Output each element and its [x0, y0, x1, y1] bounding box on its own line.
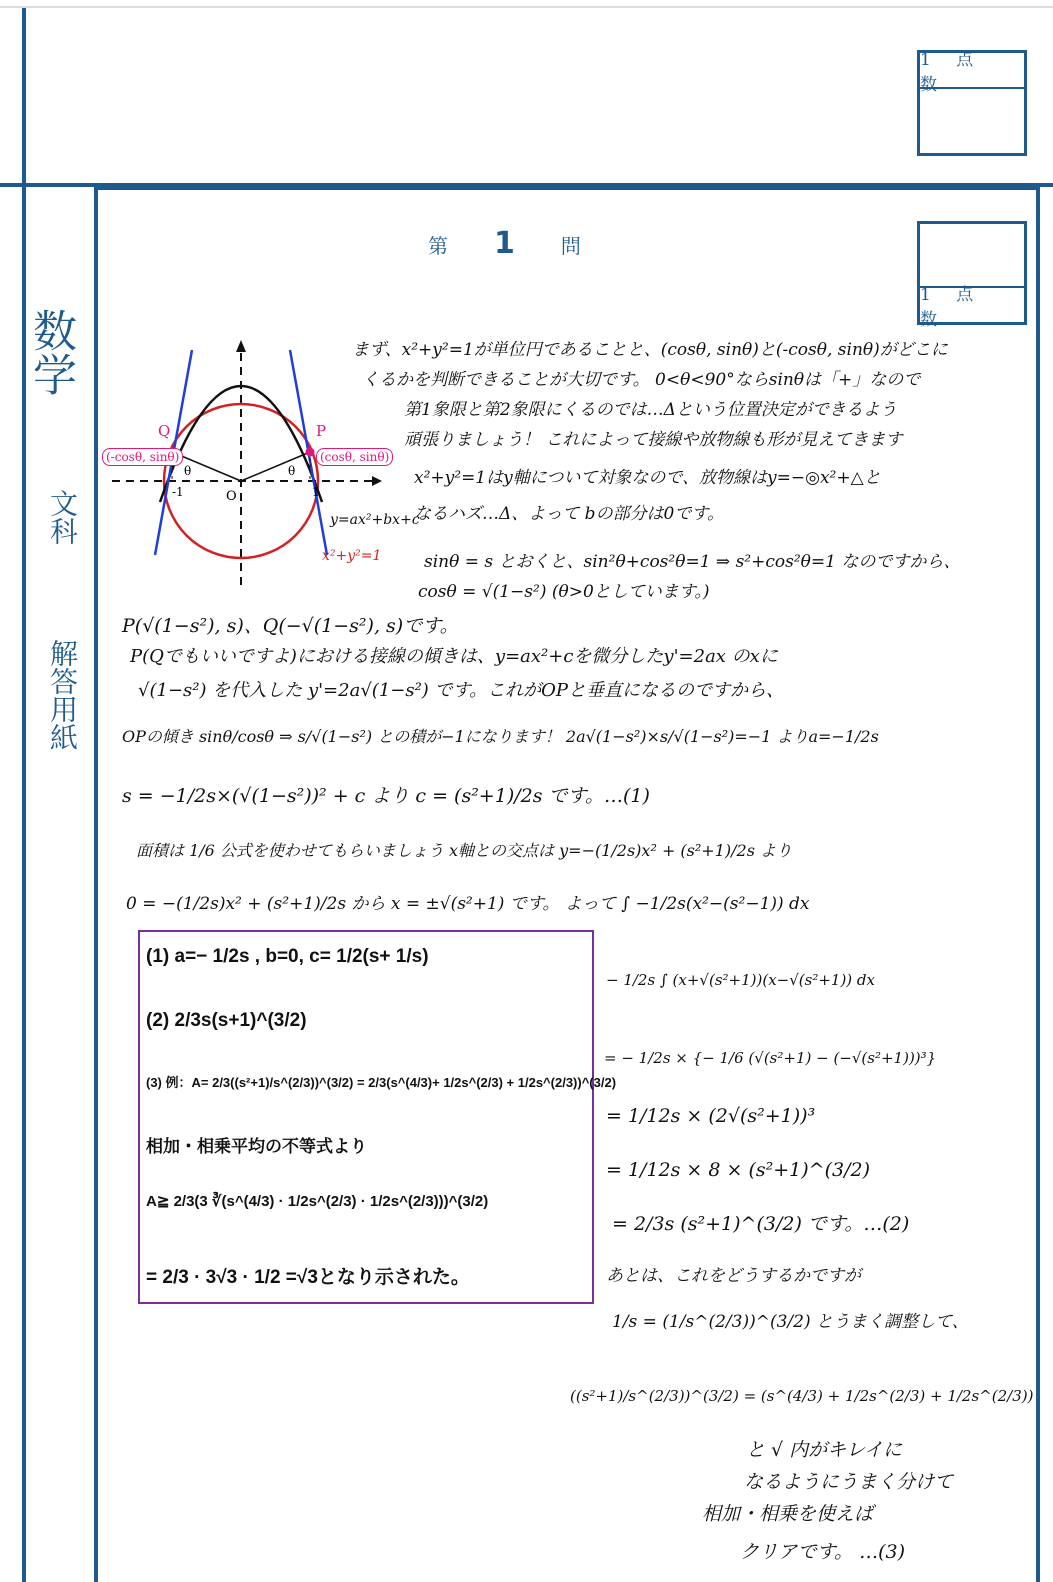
note-line: まず、x²+y²=1が単位円であることと、(cosθ, sinθ)と(-cosθ, sinθ)がどこに — [352, 340, 948, 360]
x-axis-arrow — [372, 476, 382, 486]
point-q-label: Q — [158, 422, 171, 440]
one-label: 1 — [312, 485, 320, 499]
note-line: cosθ = √(1−s²) (θ>0としています。) — [418, 582, 710, 602]
score-label: 1 点 数 — [920, 53, 1024, 89]
answer-5: A≧ 2/3(3 ∛(s^(4/3) · 1/2s^(2/3) · 1/2s^(2/3)))^(3/2) — [146, 1193, 489, 1210]
answer-4: 相加・相乗平均の不等式より — [146, 1137, 367, 1156]
answer-box — [138, 930, 617, 1304]
answer-3: (3) 例：A= 2/3((s²+1)/s^(2/3))^(3/2) = 2/3(s^(4/3)+ 1/2s^(2/3) + 1/2s^(2/3))^(3/2) — [146, 1075, 617, 1090]
parabola-label: y=ax²+bx+c — [330, 512, 420, 528]
page-title: 第 1 問 — [428, 226, 587, 261]
left-vertical-line — [22, 8, 26, 1582]
answer-2: (2) 2/3s(s+1)^(3/2) — [146, 1010, 307, 1031]
point-p-dot — [306, 448, 315, 457]
point-p-label: P — [316, 422, 327, 440]
note-line: P(Qでもいいですよ)における接線の傾きは、y=ax²+cを微分したy'=2ax のxに — [130, 646, 778, 667]
note-line: − 1/2s ∫ (x+√(s²+1))(x−√(s²+1)) dx — [606, 971, 875, 989]
note-line: くるかを判断できることが大切です。 0<θ<90°ならsinθは「+」なので — [362, 370, 921, 390]
note-line: = − 1/2s × {− 1/6 (√(s²+1) − (−√(s²+1)))³} — [604, 1049, 937, 1067]
right-vertical-line — [1036, 187, 1040, 1582]
top-border — [0, 6, 1053, 8]
note-line: sinθ = s とおくと、sin²θ+cos²θ=1 ⇒ s²+cos²θ=1 なのですから、 — [424, 552, 961, 572]
p-coordinate: (cosθ, sinθ) — [316, 448, 393, 466]
note-line: 第1象限と第2象限にくるのでは…Δという位置決定ができるよう — [404, 400, 897, 420]
score-box-problem — [917, 221, 1027, 330]
note-line: √(1−s²) を代入した y'=2a√(1−s²) です。これがOPと垂直になるのですから、 — [138, 680, 784, 701]
note-line: なるハズ…Δ、よって bの部分は0です。 — [414, 504, 725, 524]
theta-right: θ — [288, 464, 296, 478]
inner-vertical-line — [94, 187, 98, 1582]
note-line: = 1/12s × (2√(s²+1))³ — [606, 1105, 816, 1127]
course-label: 文科 — [46, 489, 79, 545]
q-coordinate: (-cosθ, sinθ) — [102, 448, 183, 466]
note-line: 1/s = (1/s^(2/3))^(3/2) とうまく調整して、 — [612, 1312, 969, 1332]
note-line: ((s²+1)/s^(2/3))^(3/2) = (s^(4/3) + 1/2s^(2/3) + 1/2s^(2/3)) — [570, 1387, 1034, 1405]
note-line: 相加・相乗を使えば — [702, 1503, 874, 1525]
note-line: クリアです。 …(3) — [740, 1541, 906, 1563]
note-line: = 2/3s (s²+1)^(3/2) です。…(2) — [612, 1213, 910, 1235]
note-line: 面積は 1/6 公式を使わせてもらいましょう x軸との交点は y=−(1/2s)x² + (s²+1)/2s より — [136, 841, 792, 860]
inner-top-line — [98, 187, 1038, 190]
note-line: あとは、これをどうするかですが — [606, 1266, 861, 1286]
theta-left: θ — [184, 464, 192, 478]
origin-label: O — [226, 489, 237, 504]
score-box-top — [917, 50, 1027, 156]
note-line: = 1/12s × 8 × (s²+1)^(3/2) — [606, 1159, 870, 1181]
note-line: x²+y²=1はy軸について対象なので、放物線はy=−◎x²+△と — [414, 468, 881, 488]
sheet-label: 解答用紙 — [46, 639, 79, 751]
answer-1: (1) a=− 1/2s , b=0, c= 1/2(s+ 1/s) — [146, 946, 429, 967]
radius-op — [241, 452, 310, 481]
y-axis-arrow — [236, 340, 246, 352]
circle-label: x²+y²=1 — [322, 548, 382, 564]
note-line: s = −1/2s×(√(1−s²))² + c より c = (s²+1)/2s です。…(1) — [122, 785, 650, 807]
minus-one-label: -1 — [172, 485, 184, 499]
score-label: 1 点 数 — [920, 286, 1024, 322]
note-line: 頑張りましょう！ これによって接線や放物線も形が見えてきます — [404, 430, 903, 450]
note-line: なるようにうまく分けて — [744, 1471, 954, 1493]
note-line: 0 = −(1/2s)x² + (s²+1)/2s から x = ±√(s²+1) です。 よって ∫ −1/2s(x²−(s²−1)) dx — [126, 894, 810, 914]
note-line: OPの傾き sinθ/cosθ ⇒ s/√(1−s²) との積が−1になります！ 2a√(1−s²)×s/√(1−s²)=−1 よりa=−1/2s — [122, 727, 879, 746]
note-line: P(√(1−s²), s)、Q(−√(1−s²), s)です。 — [122, 615, 459, 637]
subject-label: 数学 — [25, 308, 76, 396]
answer-6: = 2/3 · 3√3 · 1/2 =√3となり示された。 — [146, 1267, 470, 1288]
note-line: と √ 内がキレイに — [746, 1439, 903, 1461]
